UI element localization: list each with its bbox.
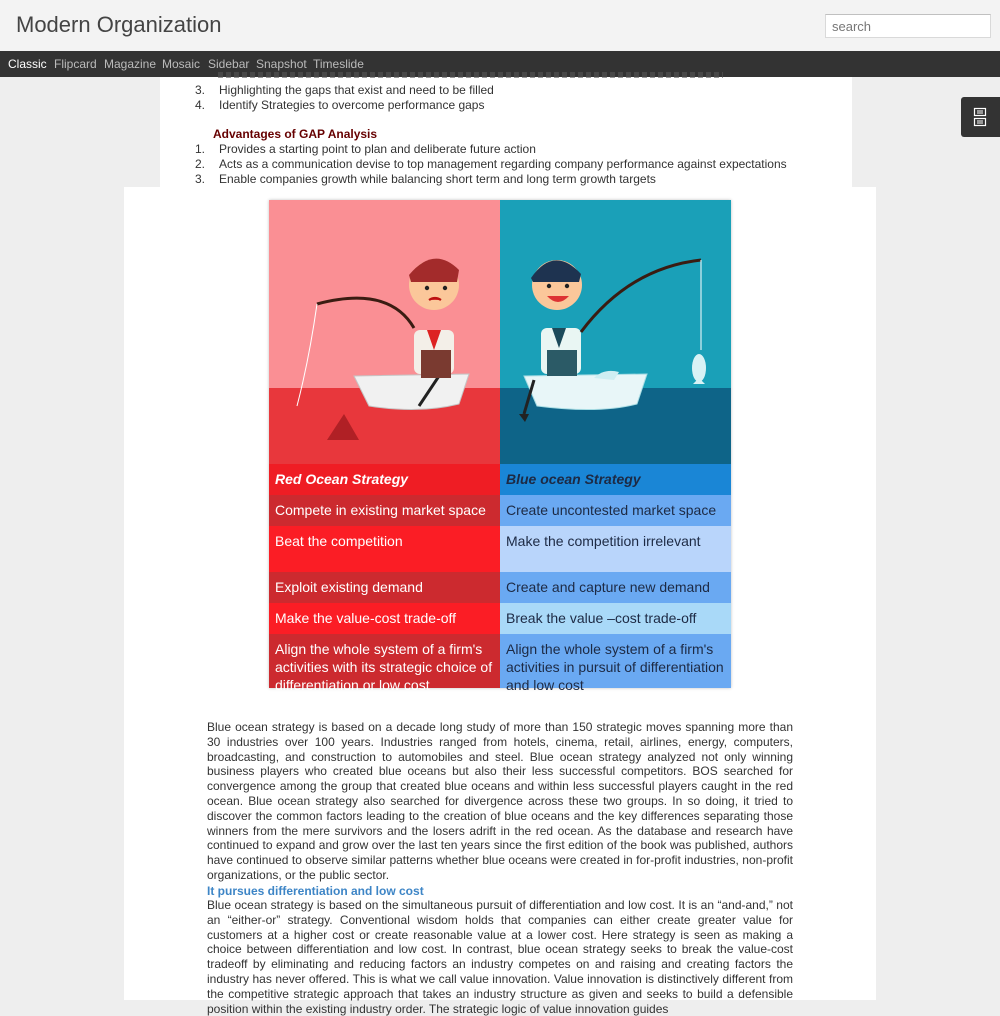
search-input[interactable] [825,14,991,38]
cut-off-line [218,69,778,79]
red-row: Align the whole system of a firm's activities with its strategic choice of differentiation or low cost [275,641,493,693]
view-tab-flipcard[interactable]: Flipcard [54,57,97,71]
blog-header [0,0,1000,51]
red-ocean-header: Red Ocean Strategy [275,471,409,487]
article-paragraph: Blue ocean strategy is based on a decade long study of more than 150 strategic moves spanning more than 30 industries over 100 years. Industries ranged from hotels, cinema, retail, airlines, energy, computers, broadcasting, and construction to automobiles and steel. Blue ocean strategy analyzed not only winning business players who created blue oceans but also their less successful competitors. BOS searched for convergence among the group that created blue oceans and within less successful players caught in the red ocean. Blue ocean strategy also searched for divergence across these two groups. In so doing, it tried to discover the common factors leading to the creation of blue oceans and the key differences separating those winners from the mere survivors and the losers adrift in the red ocean. As the database and research have continued to expand and grow over the last ten years since the first edition of the book was published, authors have continued to observe similar patterns whether blue oceans were created in for-profit industries, non-profit organizations, or the public sector. [207,720,793,882]
section-heading: It pursues differentiation and low cost [207,884,424,898]
blue-ocean-header: Blue ocean Strategy [506,471,641,487]
view-tab-mosaic[interactable]: Mosaic [162,57,201,71]
fishermen-illustration [269,200,731,464]
background-post: 3. Highlighting the gaps that exist and need to be filled 4. Identify Strategies to overcome performance gaps Advantages of GAP Analysis 1. Provides a starting point to plan and deliberate future action 2. Acts as a communication devise to top management regarding company performance against expectations 3. Enable companies growth while balancing short term and long term growth targets [160,77,852,187]
view-tab-snapshot[interactable]: Snapshot [256,57,307,71]
sidebar-toggle-button[interactable] [961,97,1000,137]
blue-row: Align the whole system of a firm's activities in pursuit of differentiation and low cost [506,641,724,693]
blue-row: Create and capture new demand [506,579,710,595]
site-title[interactable]: Modern Organization [16,12,222,37]
article-paragraph: Blue ocean strategy is based on the simultaneous pursuit of differentiation and low cost. It is an “and-and,” not an “either-or” strategy. Conventional wisdom holds that companies can either create greater value for customers at a higher cost or create reasonable value at a lower cost. Here strategy is seen as making a choice between differentiation and low cost. In contrast, blue ocean strategy seeks to break the value-cost tradeoff by eliminating and reducing factors an industry competes on and raising and creating factors the industry has never offered. This is what we call value innovation. Value innovation is distinctively different from the competitive strategic approach that takes an industry structure as given and seeks to build a defensible position within the existing industry order. The strategic logic of value innovation guides [207,898,793,1016]
view-tab-classic[interactable]: Classic [8,57,47,71]
red-vs-blue-ocean-infographic [269,200,731,693]
sidebar-icon [974,108,986,126]
view-tab-timeslide[interactable]: Timeslide [313,57,364,71]
post-overlay [124,187,876,1016]
red-row: Compete in existing market space [275,502,486,518]
blue-row: Make the competition irrelevant [506,533,701,549]
red-row: Exploit existing demand [275,579,423,595]
view-tab-sidebar[interactable]: Sidebar [208,57,250,71]
red-row: Beat the competition [275,533,403,549]
red-row: Make the value-cost trade-off [275,610,457,626]
advantages-heading: Advantages of GAP Analysis [213,127,378,141]
blue-row: Create uncontested market space [506,502,717,518]
blue-row: Break the value –cost trade-off [506,610,697,626]
view-tab-magazine[interactable]: Magazine [104,57,157,71]
